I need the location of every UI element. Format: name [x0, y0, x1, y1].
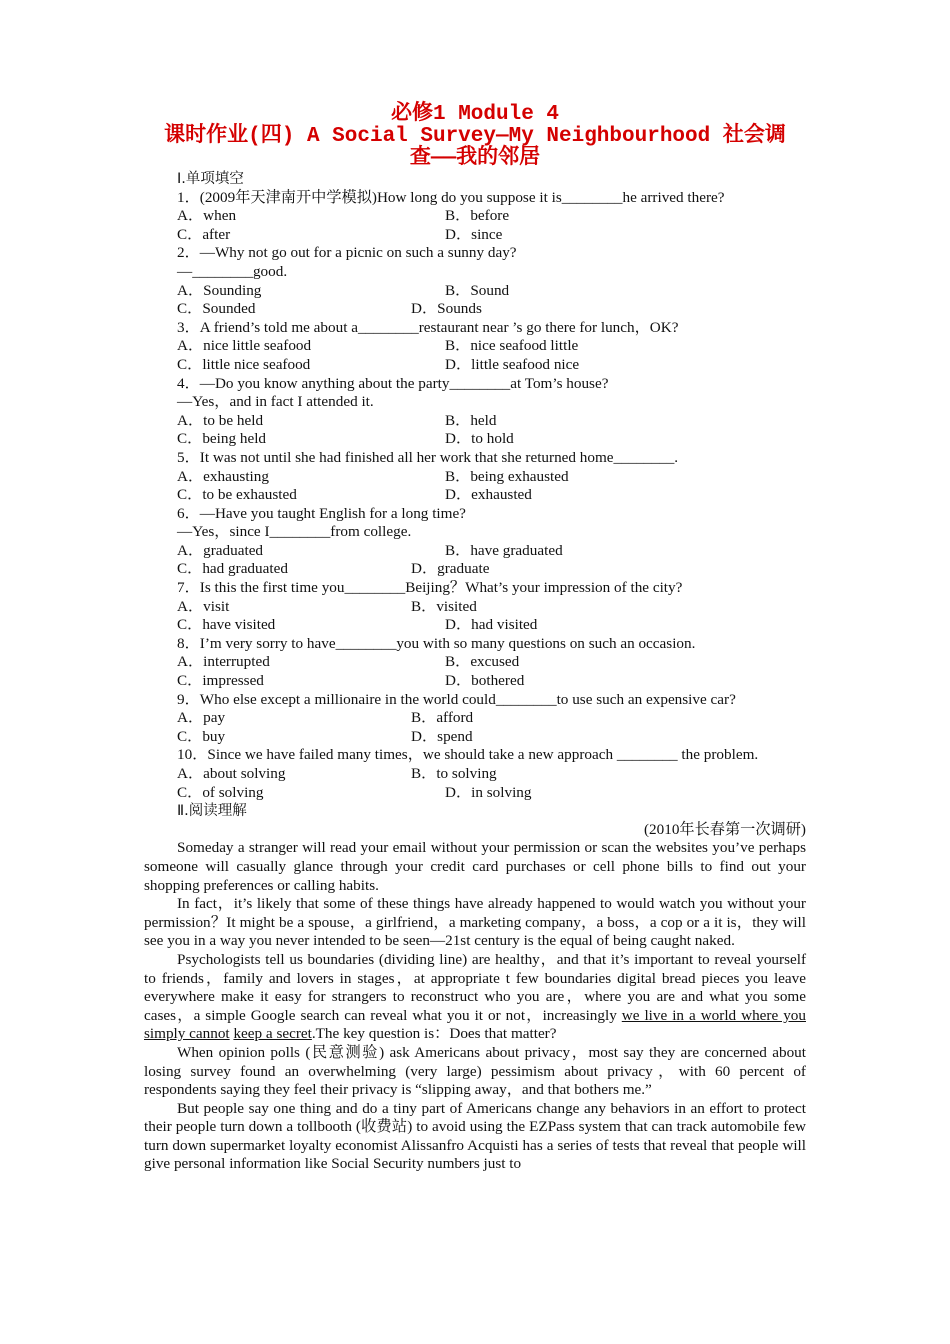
option-d[interactable]: D．exhausted — [445, 486, 532, 504]
question-stem: 9．Who else except a millionaire in the world could________to use such an expensive car? — [177, 690, 736, 708]
option-d[interactable]: D．had visited — [445, 616, 538, 634]
passage-paragraph-4: When opinion polls (民意测验) ask Americans about privacy，most say they are concerned about losing survey found an overwhelming (very large) pessimism about privacy，with 60 percent of respondents saying they feel their privacy is “slipping away，and that bothers me.” — [144, 1043, 806, 1099]
passage-paragraph-2: In fact，it’s likely that some of these things have already happened to would watch you without your permission？It might be a spouse，a girlfriend，a marketing company，a boss，a cop or a it is，they will see you in a way you never intended to be seen—21st century is the equal of being caught naked. — [144, 895, 806, 950]
options-row — [144, 337, 806, 356]
paragraph-text: .The key question is：Does that matter? — [311, 1025, 557, 1043]
option-d[interactable]: D．to hold — [445, 430, 514, 448]
options-row — [144, 728, 806, 747]
title-line-3: 查——我的邻居 — [409, 147, 541, 170]
question-stem: 7．Is this the first time you________Beijing？What’s your impression of the city? — [177, 579, 683, 597]
option-b[interactable]: B．before — [445, 207, 510, 225]
option-b[interactable]: B．have graduated — [445, 541, 563, 559]
option-a[interactable]: A．pay — [177, 709, 226, 727]
option-a[interactable]: A．visit — [177, 597, 230, 615]
options-row — [144, 784, 806, 803]
option-c[interactable]: C．little nice seafood — [177, 355, 311, 373]
option-c[interactable]: C．have visited — [177, 616, 276, 634]
option-b[interactable]: B．nice seafood little — [445, 337, 579, 355]
option-b[interactable]: B．excused — [445, 653, 520, 671]
option-c[interactable]: C．being held — [177, 430, 267, 448]
options-row — [144, 282, 806, 301]
page-title — [144, 104, 806, 170]
option-c[interactable]: C．impressed — [177, 672, 264, 690]
option-c[interactable]: C．of solving — [177, 783, 264, 801]
options-row — [144, 616, 806, 635]
options-row — [144, 560, 806, 579]
option-a[interactable]: A．about solving — [177, 765, 286, 782]
question-stem: 5．It was not until she had finished all her work that she returned home________. — [177, 448, 679, 466]
option-d[interactable]: D．bothered — [445, 672, 525, 690]
options-row — [144, 542, 806, 561]
options-row — [144, 486, 806, 505]
question-stem-line-2: —Yes，since I________from college. — [177, 523, 412, 541]
option-b[interactable]: B．afford — [411, 709, 474, 727]
option-a[interactable]: A．to be held — [177, 411, 264, 429]
options-row — [144, 226, 806, 245]
options-row — [144, 709, 806, 728]
question-stem: 4．—Do you know anything about the party________at Tom’s house? — [177, 374, 609, 392]
option-a[interactable]: A．Sounding — [177, 281, 262, 299]
question-stem-line-2: —________good. — [177, 262, 288, 280]
paragraph-text: Psychologists tell us boundaries (dividing line) are healthy，and that it’s important to reveal yourself to friends，family and lovers in stages，at appropriate t few boundaries digital bread pieces you leave everywhere make it easy for strangers to reconstruct who you are，where you are and what you some cases，a simple Google search can reveal what you it or not，increasingly — [144, 950, 806, 1024]
passage-source: (2010年长春第一次调研) — [644, 820, 806, 838]
underlined-phrase-1: we live in a world where you simply cannot — [144, 1006, 806, 1043]
option-c[interactable]: C．had graduated — [177, 560, 288, 578]
option-a[interactable]: A．graduated — [177, 541, 264, 559]
options-row — [144, 300, 806, 319]
option-a[interactable]: A．when — [177, 207, 237, 225]
option-b[interactable]: B．Sound — [445, 281, 510, 299]
question-stem: 3．A friend’s told me about a________restaurant near ’s go there for lunch，OK? — [177, 318, 679, 336]
option-d[interactable]: D．Sounds — [411, 300, 482, 318]
document-page — [144, 104, 806, 1174]
underlined-phrase-2: keep a secret — [233, 1025, 312, 1043]
option-c[interactable]: C．buy — [177, 727, 226, 745]
option-d[interactable]: D．in solving — [445, 783, 532, 801]
passage-paragraph-5: But people say one thing and do a tiny part of Americans change any behaviors in an effort to protect their people turn down a tollbooth (收费站) to avoid using the EZPass system that can track automobile few turn down supermarket loyalty economist Alissanfro Acquisti has a series of tests that reveal that people will give personal information like Social Security numbers just to — [144, 1099, 806, 1173]
question-stem: 10．Since we have failed many times，we should take a new approach ________ the problem. — [177, 746, 759, 764]
options-row — [144, 468, 806, 487]
option-a[interactable]: A．interrupted — [177, 653, 270, 671]
section-heading-single-choice: Ⅰ.单项填空 — [177, 171, 244, 187]
option-a[interactable]: A．exhausting — [177, 467, 269, 485]
question-stem: 6．—Have you taught English for a long time? — [177, 504, 466, 522]
title-line-2: 课时作业(四) A Social Survey—My Neighbourhood 社会调 — [164, 125, 786, 148]
option-b[interactable]: B．to solving — [411, 765, 497, 782]
title-line-1: 必修1 Module 4 — [390, 103, 560, 126]
options-row — [144, 765, 806, 784]
option-b[interactable]: B．held — [445, 411, 497, 429]
options-row — [144, 430, 806, 449]
options-row — [144, 672, 806, 691]
section-heading-reading: Ⅱ.阅读理解 — [177, 803, 247, 820]
question-stem: 1．(2009年天津南开中学模拟)How long do you suppose it is________he arrived there? — [177, 188, 725, 206]
option-b[interactable]: B．being exhausted — [445, 467, 569, 485]
question-stem: 2．—Why not go out for a picnic on such a sunny day? — [177, 244, 517, 262]
option-c[interactable]: C．Sounded — [177, 300, 256, 318]
passage-paragraph-3 — [144, 951, 806, 1044]
option-d[interactable]: D．since — [445, 225, 503, 243]
options-row — [144, 207, 806, 226]
options-row — [144, 412, 806, 431]
option-c[interactable]: C．to be exhausted — [177, 486, 297, 504]
option-c[interactable]: C．after — [177, 225, 231, 243]
option-d[interactable]: D．spend — [411, 727, 473, 745]
options-row — [144, 653, 806, 672]
question-stem-line-2: —Yes，and in fact I attended it. — [177, 393, 374, 411]
option-d[interactable]: D．little seafood nice — [445, 355, 580, 373]
option-d[interactable]: D．graduate — [411, 560, 490, 578]
passage-paragraph-1: Someday a stranger will read your email without your permission or scan the websites you’ve perhaps someone will casually glance through your credit card purchases or cell phone bills to find out your shopping preferences or calling habits. — [144, 839, 806, 894]
option-a[interactable]: A．nice little seafood — [177, 337, 312, 355]
question-stem: 8．I’m very sorry to have________you with so many questions on such an occasion. — [177, 634, 696, 652]
options-row — [144, 356, 806, 375]
options-row — [144, 598, 806, 617]
option-b[interactable]: B．visited — [411, 597, 477, 615]
